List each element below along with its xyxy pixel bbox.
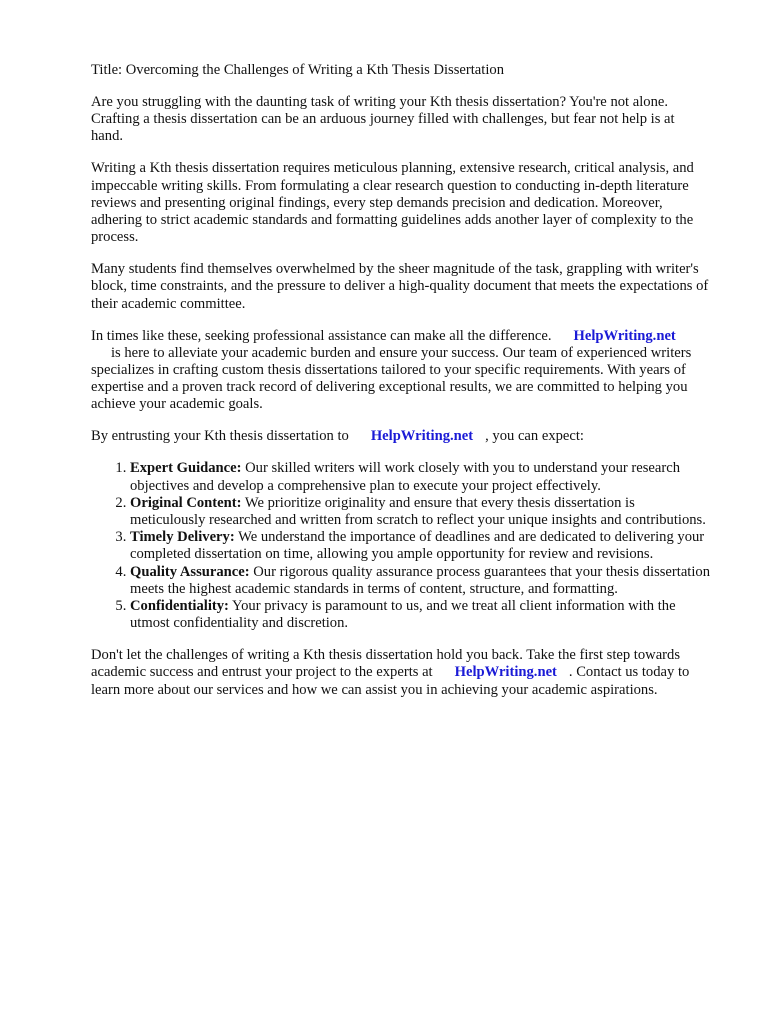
list-item: [130, 460, 710, 494]
benefit-label: Expert Guidance:: [130, 460, 242, 477]
overwhelm-paragraph: Many students find themselves overwhelmed by the sheer magnitude of the task, grappling with writer's block, time constraints, and the pressure to deliver a high-quality document that meets the expectations of their academic committee.: [91, 261, 709, 312]
list-item: [130, 598, 710, 632]
assistance-text-before: In times like these, seeking professional assistance can make all the difference.: [91, 327, 552, 344]
benefit-label: Original Content:: [130, 494, 242, 511]
assistance-text-after: is here to alleviate your academic burden and ensure your success. Our team of experienced writers specializes in crafting custom thesis dissertations tailored to your specific requirements. With years of expertise and a proven track record of delivering exceptional results, we are committed to helping you achieve your academic goals.: [91, 344, 692, 413]
benefit-text: We prioritize originality and ensure that every thesis dissertation is meticulously researched and written from scratch to reflect your unique insights and contributions.: [130, 494, 706, 529]
expectations-text-after: , you can expect:: [485, 428, 584, 445]
requirements-paragraph: Writing a Kth thesis dissertation requires meticulous planning, extensive research, critical analysis, and impeccable writing skills. From formulating a clear research question to conducting in-depth literature reviews and presenting original findings, every step demands precision and dedication. Moreover, adhering to strict academic standards and formatting guidelines adds another layer of complexity to the process.: [91, 160, 694, 246]
closing-paragraph: [91, 647, 710, 699]
helpwriting-link-1[interactable]: HelpWriting.net: [573, 327, 676, 344]
closing-text-after: . Contact us today to learn more about our services and how we can assist you in achieving your academic aspirations.: [91, 664, 690, 698]
benefit-label: Quality Assurance:: [130, 563, 250, 580]
list-item: [130, 495, 710, 529]
document-title: Title: Overcoming the Challenges of Writing a Kth Thesis Dissertation: [91, 62, 504, 78]
benefit-text: Your privacy is paramount to us, and we treat all client information with the utmost confidentiality and discretion.: [130, 598, 676, 632]
expectations-text-before: By entrusting your Kth thesis dissertation to: [91, 428, 349, 445]
list-item: [130, 564, 710, 598]
benefit-label: Timely Delivery:: [130, 529, 235, 546]
benefit-label: Confidentiality:: [130, 598, 229, 615]
helpwriting-link-3[interactable]: HelpWriting.net: [454, 664, 557, 681]
expectations-paragraph: [91, 428, 710, 445]
closing-text-before: Don't let the challenges of writing a Kth thesis dissertation hold you back. Take the first step towards academic success and entrust your project to the experts at: [91, 647, 681, 681]
list-item: [130, 529, 710, 563]
benefit-text: Our rigorous quality assurance process guarantees that your thesis dissertation meets the highest academic standards in terms of content, structure, and formatting.: [130, 563, 710, 597]
benefit-text: We understand the importance of deadlines and are dedicated to delivering your completed dissertation on time, allowing you ample opportunity for review and revisions.: [130, 529, 705, 563]
benefit-text: Our skilled writers will work closely with you to understand your research objectives and develop a comprehensive plan to execute your project effectively.: [130, 460, 681, 494]
helpwriting-link-2[interactable]: HelpWriting.net: [370, 428, 474, 445]
benefits-list: [91, 460, 710, 632]
assistance-paragraph: [91, 328, 710, 414]
intro-paragraph: Are you struggling with the daunting task of writing your Kth thesis dissertation? You're not alone. Crafting a thesis dissertation can be an arduous journey filled with challenges, but fear not help is at hand.: [91, 94, 675, 145]
